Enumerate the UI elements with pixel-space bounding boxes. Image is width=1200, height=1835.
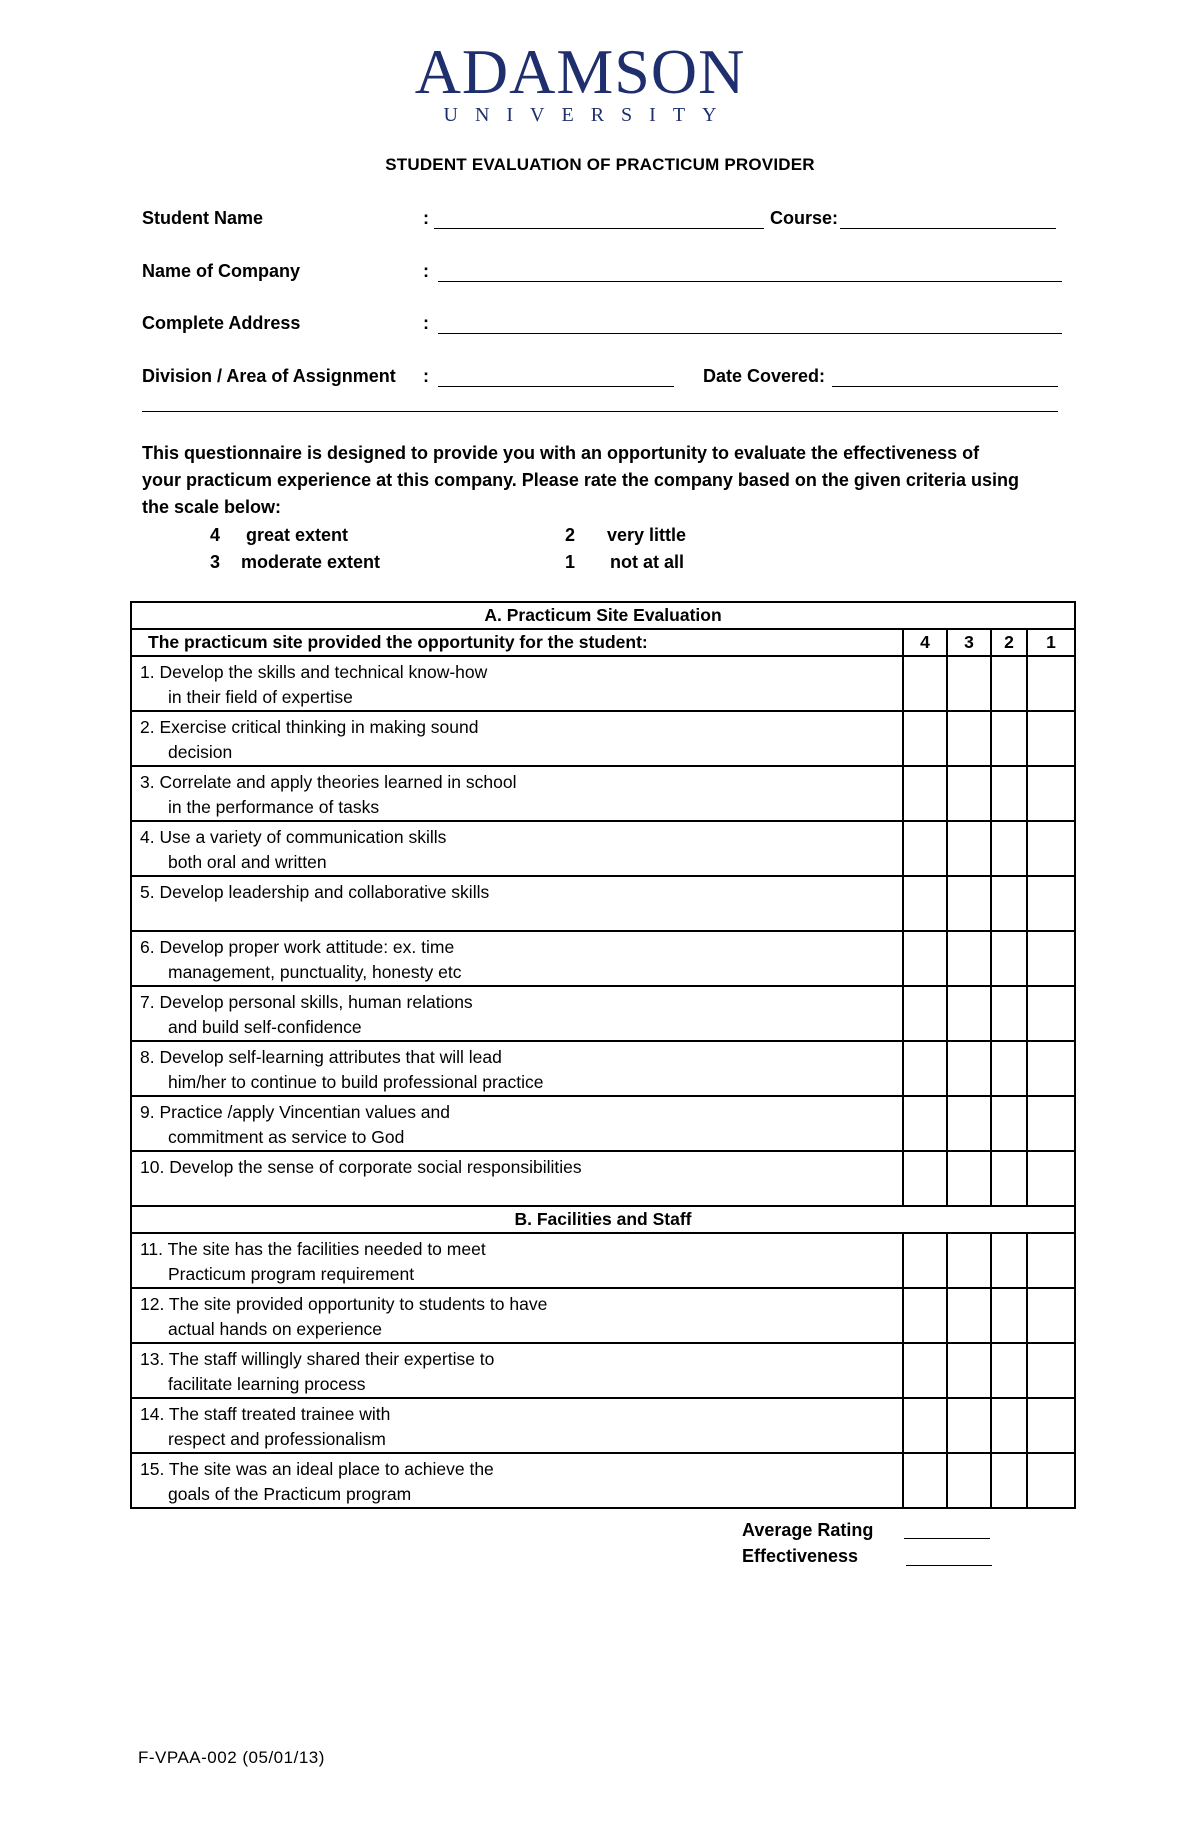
extra-line-field[interactable] [142, 411, 1058, 412]
criterion-line: in the performance of tasks [168, 797, 380, 817]
scale-label: great extent [246, 525, 349, 545]
section-b-title: B. Facilities and Staff [131, 1206, 1075, 1233]
rating-cell-3[interactable] [947, 821, 991, 876]
university-logo-subtitle: UNIVERSITY [443, 104, 734, 126]
criterion-text [132, 1454, 902, 1507]
rating-cell-3[interactable] [947, 876, 991, 931]
criterion-line: management, punctuality, honesty etc [168, 962, 462, 982]
rating-cell-3[interactable] [947, 931, 991, 986]
rating-cell-1[interactable] [1027, 656, 1075, 711]
rating-cell-1[interactable] [1027, 876, 1075, 931]
column-2-header: 2 [991, 629, 1027, 656]
rating-cell-4[interactable] [903, 1233, 947, 1288]
criterion-cell [131, 1343, 903, 1398]
rating-cell-2[interactable] [991, 1453, 1027, 1508]
rating-cell-3[interactable] [947, 1041, 991, 1096]
criterion-cell [131, 711, 903, 766]
criterion-line: 15. The site was an ideal place to achieve the [140, 1459, 494, 1479]
criterion-line: 2. Exercise critical thinking in making sound [140, 717, 479, 737]
criterion-line: 8. Develop self-learning attributes that will lead [140, 1047, 502, 1067]
rating-cell-4[interactable] [903, 1453, 947, 1508]
criterion-cell [131, 1398, 903, 1453]
rating-cell-4[interactable] [903, 1041, 947, 1096]
company-field[interactable] [438, 281, 1062, 282]
criterion-line: decision [168, 742, 233, 762]
criterion-line [140, 905, 894, 930]
criteria-prompt: The practicum site provided the opportunity for the student: [131, 629, 903, 656]
rating-cell-3[interactable] [947, 1288, 991, 1343]
criterion-line: Practicum program requirement [168, 1264, 415, 1284]
table-row [131, 1453, 1075, 1508]
rating-cell-1[interactable] [1027, 1233, 1075, 1288]
criterion-line: 13. The staff willingly shared their expertise to [140, 1349, 495, 1369]
scale-value: 3 [210, 552, 221, 572]
criterion-line: commitment as service to God [168, 1127, 405, 1147]
company-label: Name of Company [142, 261, 301, 281]
criterion-line: 4. Use a variety of communication skills [140, 827, 447, 847]
criterion-line: him/her to continue to build professional practice [168, 1072, 544, 1092]
criterion-text [132, 1234, 902, 1287]
criterion-cell [131, 931, 903, 986]
table-row [131, 1233, 1075, 1288]
scale-value: 2 [565, 525, 576, 545]
column-1-header: 1 [1027, 629, 1075, 656]
rating-cell-3[interactable] [947, 711, 991, 766]
effectiveness-field[interactable] [906, 1565, 992, 1566]
criterion-line: 3. Correlate and apply theories learned in school [140, 772, 517, 792]
rating-cell-3[interactable] [947, 1151, 991, 1206]
average-rating-field[interactable] [904, 1538, 990, 1539]
rating-cell-1[interactable] [1027, 1096, 1075, 1151]
address-field[interactable] [438, 333, 1062, 334]
form-title: STUDENT EVALUATION OF PRACTICUM PROVIDER [385, 155, 815, 174]
criterion-cell [131, 656, 903, 711]
rating-cell-2[interactable] [991, 1041, 1027, 1096]
rating-cell-2[interactable] [991, 876, 1027, 931]
rating-cell-3[interactable] [947, 1096, 991, 1151]
rating-cell-2[interactable] [991, 711, 1027, 766]
rating-cell-4[interactable] [903, 656, 947, 711]
average-rating-label: Average Rating [742, 1520, 874, 1540]
criterion-line: goals of the Practicum program [168, 1484, 412, 1504]
rating-cell-2[interactable] [991, 931, 1027, 986]
instructions-line-3: the scale below: [142, 497, 282, 517]
rating-cell-4[interactable] [903, 1398, 947, 1453]
instructions [142, 440, 1062, 521]
scale-label: not at all [610, 552, 685, 572]
criterion-cell [131, 876, 903, 931]
criterion-cell [131, 1041, 903, 1096]
rating-cell-3[interactable] [947, 1398, 991, 1453]
rating-cell-1[interactable] [1027, 766, 1075, 821]
rating-cell-1[interactable] [1027, 986, 1075, 1041]
date-covered-label: Date Covered: [703, 366, 826, 386]
rating-cell-1[interactable] [1027, 821, 1075, 876]
table-row [131, 1151, 1075, 1206]
criterion-cell [131, 1151, 903, 1206]
division-colon: : [423, 366, 429, 386]
rating-cell-4[interactable] [903, 766, 947, 821]
criterion-cell [131, 1233, 903, 1288]
table-row [131, 876, 1075, 931]
division-label: Division / Area of Assignment [142, 366, 396, 386]
criterion-line: 5. Develop leadership and collaborative skills [140, 882, 490, 902]
rating-cell-1[interactable] [1027, 1041, 1075, 1096]
criterion-cell [131, 766, 903, 821]
criterion-line: in their field of expertise [168, 687, 353, 707]
rating-cell-2[interactable] [991, 1233, 1027, 1288]
rating-cell-2[interactable] [991, 821, 1027, 876]
rating-cell-3[interactable] [947, 1453, 991, 1508]
column-3-header: 3 [947, 629, 991, 656]
criterion-cell [131, 1288, 903, 1343]
scale-label: moderate extent [241, 552, 381, 572]
student-name-label: Student Name [142, 208, 264, 228]
effectiveness-label: Effectiveness [742, 1546, 859, 1566]
criterion-text [132, 987, 902, 1040]
rating-cell-4[interactable] [903, 1288, 947, 1343]
criterion-cell [131, 986, 903, 1041]
criterion-text [132, 657, 902, 710]
criterion-line: 10. Develop the sense of corporate social responsibilities [140, 1157, 582, 1177]
criterion-line: 12. The site provided opportunity to students to have [140, 1294, 548, 1314]
table-row [131, 711, 1075, 766]
criterion-text [132, 1289, 902, 1342]
criterion-cell [131, 1453, 903, 1508]
criterion-text [132, 1399, 902, 1452]
rating-cell-4[interactable] [903, 711, 947, 766]
column-header-row [131, 629, 1075, 656]
criterion-line: 11. The site has the facilities needed to meet [140, 1239, 486, 1259]
criterion-line: 7. Develop personal skills, human relations [140, 992, 473, 1012]
course-field[interactable] [840, 228, 1056, 229]
criterion-text [132, 712, 902, 765]
student-name-colon: : [423, 208, 429, 228]
rating-cell-1[interactable] [1027, 711, 1075, 766]
rating-cell-4[interactable] [903, 821, 947, 876]
criterion-cell [131, 821, 903, 876]
rating-cell-1[interactable] [1027, 931, 1075, 986]
address-colon: : [423, 313, 429, 333]
criterion-line: 9. Practice /apply Vincentian values and [140, 1102, 451, 1122]
rating-cell-4[interactable] [903, 1343, 947, 1398]
division-field[interactable] [438, 386, 674, 387]
form-code: F-VPAA-002 (05/01/13) [138, 1748, 325, 1767]
instructions-line-1: This questionnaire is designed to provide you with an opportunity to evaluate the effectiveness of [142, 443, 980, 463]
criterion-line [140, 1180, 894, 1205]
section-a-title: A. Practicum Site Evaluation [131, 602, 1075, 629]
criterion-text [132, 1042, 902, 1095]
rating-cell-2[interactable] [991, 766, 1027, 821]
rating-cell-1[interactable] [1027, 1453, 1075, 1508]
criterion-line: both oral and written [168, 852, 327, 872]
criterion-text [132, 1152, 902, 1205]
section-a-header [131, 602, 1075, 629]
criterion-line: 1. Develop the skills and technical know-how [140, 662, 488, 682]
column-4-header: 4 [903, 629, 947, 656]
rating-cell-4[interactable] [903, 986, 947, 1041]
rating-cell-1[interactable] [1027, 1343, 1075, 1398]
rating-cell-4[interactable] [903, 1096, 947, 1151]
table-row [131, 821, 1075, 876]
rating-cell-3[interactable] [947, 766, 991, 821]
criterion-line: and build self-confidence [168, 1017, 362, 1037]
rating-cell-2[interactable] [991, 1096, 1027, 1151]
scale-value: 1 [565, 552, 576, 572]
rating-cell-4[interactable] [903, 876, 947, 931]
course-label: Course: [770, 208, 839, 228]
criterion-text [132, 877, 902, 930]
evaluation-table [130, 601, 1076, 1509]
rating-cell-3[interactable] [947, 656, 991, 711]
table-row [131, 766, 1075, 821]
section-b-header [131, 1206, 1075, 1233]
address-label: Complete Address [142, 313, 301, 333]
table-row [131, 931, 1075, 986]
criterion-text [132, 767, 902, 820]
table-row [131, 1288, 1075, 1343]
rating-cell-1[interactable] [1027, 1398, 1075, 1453]
rating-cell-2[interactable] [991, 986, 1027, 1041]
rating-cell-3[interactable] [947, 1233, 991, 1288]
instructions-line-2: your practicum experience at this company. Please rate the company based on the given criteria using [142, 470, 1019, 490]
table-row [131, 656, 1075, 711]
rating-cell-2[interactable] [991, 1398, 1027, 1453]
rating-cell-2[interactable] [991, 1343, 1027, 1398]
rating-cell-3[interactable] [947, 1343, 991, 1398]
criterion-line: facilitate learning process [168, 1374, 366, 1394]
table-row [131, 1041, 1075, 1096]
table-row [131, 986, 1075, 1041]
rating-cell-1[interactable] [1027, 1288, 1075, 1343]
table-row [131, 1343, 1075, 1398]
criterion-text [132, 932, 902, 985]
company-colon: : [423, 261, 429, 281]
criterion-text [132, 1097, 902, 1150]
rating-cell-1[interactable] [1027, 1151, 1075, 1206]
criterion-line: 6. Develop proper work attitude: ex. time [140, 937, 455, 957]
university-logo: ADAMSON [414, 36, 746, 107]
table-row [131, 1096, 1075, 1151]
criterion-text [132, 1344, 902, 1397]
criterion-line: 14. The staff treated trainee with [140, 1404, 391, 1424]
scale-label: very little [607, 525, 687, 545]
rating-cell-4[interactable] [903, 1151, 947, 1206]
criterion-line: actual hands on experience [168, 1319, 383, 1339]
scale-value: 4 [210, 525, 221, 545]
table-row [131, 1398, 1075, 1453]
rating-cell-2[interactable] [991, 656, 1027, 711]
rating-cell-3[interactable] [947, 986, 991, 1041]
rating-cell-2[interactable] [991, 1288, 1027, 1343]
criterion-text [132, 822, 902, 875]
date-covered-field[interactable] [832, 386, 1058, 387]
rating-cell-4[interactable] [903, 931, 947, 986]
rating-cell-2[interactable] [991, 1151, 1027, 1206]
criterion-cell [131, 1096, 903, 1151]
student-name-field[interactable] [434, 228, 764, 229]
criterion-line: respect and professionalism [168, 1429, 386, 1449]
